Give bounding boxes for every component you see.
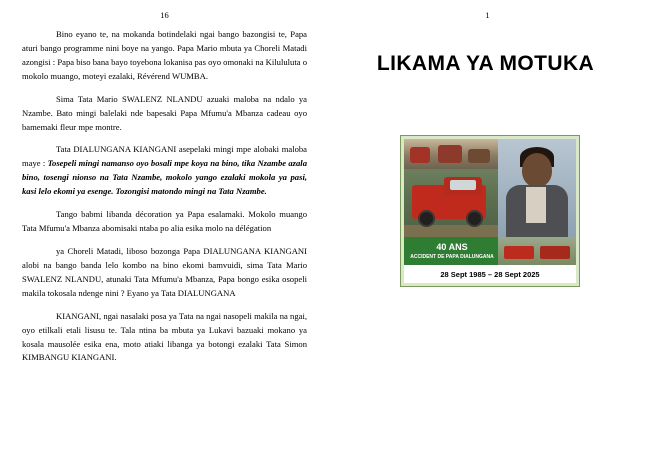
poster-photo-portrait xyxy=(498,139,576,237)
poster-anniversary-label: 40 ANS xyxy=(436,242,468,253)
poster-photo-vehicles-small xyxy=(498,237,576,267)
paragraph-5: ya Choreli Matadi, liboso bozonga Papa DIALUNGANA KIANGANI alobi na bango banda lelo kombo na bino ekomi bamvuidi, sima Tata Mario SWALENZ NLANDU, atunaki Tata Mfumu'a Mbanza, Papa bongo esika osopeli makila tokosala ndenge nini ? Eyano ya Tata DIALUNGANA xyxy=(22,245,307,298)
poster-anniversary-band xyxy=(404,237,500,267)
left-page-body xyxy=(22,28,307,365)
poster-date-range: 28 Sept 1985 – 28 Sept 2025 xyxy=(440,269,540,279)
poster-photo-vehicle xyxy=(404,169,500,237)
paragraph-3-prefix: Tata DIALUNGANA KIANGANI asepelaki mingi mpe alobaki maloba maye : xyxy=(22,144,307,169)
paragraph-3-emphasis: Tosepeli mingi namanso oyo bosali mpe koya na bino, tika Nzambe azala bino, tosengi nionso na Tata Nzambe, mokolo yango ezalaki mokola ya pasi, kasi lelo ekomi ya esenge. Tozongisi matondo mingi na Tata Nzambe. xyxy=(22,158,307,197)
paragraph-6: KIANGANI, ngai nasalaki posa ya Tata na ngai nasopeli makila na ngai, oyo etilkali etali lisusu te. Tala ntina ba mbuta ya Lukavi bazuaki mokano ya kosala mausolée esika ena, moto atiaki libanga ya botongi ezalaki Tata Simon KIMBANGU KIANGANI. xyxy=(22,310,307,363)
poster-inner xyxy=(404,139,576,283)
paragraph-2: Sima Tata Mario SWALENZ NLANDU azuaki maloba na ndalo ya Nzambe. Bato mingi balelaki nde bapesaki Papa Mfumu'a Mbanza cadeau oyo bamemaki fleur mpe montre. xyxy=(22,93,307,132)
paragraph-1: Bino eyano te, na mokanda botindelaki ngai bango bazongisi te, Papa aturi bango programme nini boye na yango. Papa Mario mbuta ya Choreli Matadi azongisi : Papa biso bana bayo toyebona lokanisa pas oyo omonaki na Kilululuta o mokolo muango, moteyi ezalaki, Révérend WUMBA. xyxy=(22,29,307,81)
poster-event-label: ACCIDENT DE PAPA DIALUNGANA xyxy=(410,254,494,261)
poster-date-bar xyxy=(404,265,576,283)
poster-photo-crowd xyxy=(404,139,500,169)
anniversary-poster xyxy=(400,135,580,287)
left-page-number: 16 xyxy=(160,10,169,20)
paragraph-3 xyxy=(22,143,307,199)
right-page-number: 1 xyxy=(485,10,490,20)
page-title: LIKAMA YA MOTUKA xyxy=(376,52,595,75)
paragraph-4: Tango babmi libanda décoration ya Papa esalamaki. Mokolo muango Tata Mfumu'a Mbanza abomisaki ntaba po alia esika molo na délégation xyxy=(22,209,307,234)
